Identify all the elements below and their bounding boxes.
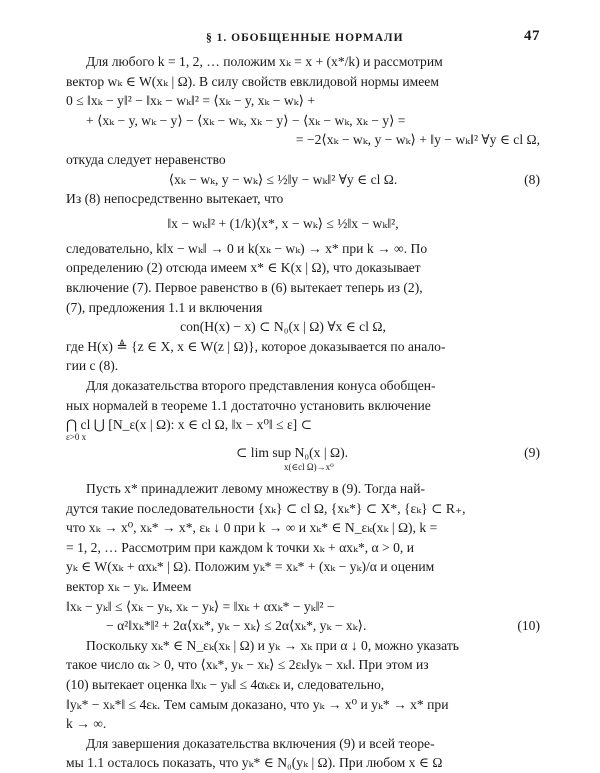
running-head: § 1. ОБОБЩЕННЫЕ НОРМАЛИ: [206, 32, 404, 44]
equation-10-b-formula: − α²‖xₖ*‖² + 2α⟨xₖ*, yₖ − xₖ⟩ ≤ 2α⟨xₖ*, yₖ − xₖ⟩.: [106, 618, 367, 634]
text-line: Для любого k = 1, 2, … положим xₖ = x + (x*/k) и рассмотрим: [86, 54, 443, 69]
text-line: (7), предложения 1.1 и включения: [66, 299, 263, 315]
text-line: Поскольку xₖ* ∈ N_εₖ(xₖ | Ω) и yₖ → xₖ при α ↓ 0, можно указать: [86, 637, 459, 653]
text-line: 0 ≤ ‖xₖ − y‖² − ‖xₖ − wₖ‖² = ⟨xₖ − y, xₖ − wₖ⟩ +: [66, 93, 316, 109]
equation-9-number: (9): [524, 445, 540, 461]
equation-9-right-formula: ⊂ lim sup N₀(x | Ω).: [236, 445, 349, 461]
text-line: включение (7). Первое равенство в (6) вытекает теперь из (2),: [66, 279, 423, 295]
equation-9-right: [66, 443, 540, 461]
equation-con-formula: con(H(x) − x) ⊂ N₀(x | Ω) ∀x ∈ cl Ω,: [180, 319, 386, 335]
equation-after-8-formula: ‖x − wₖ‖² + (1/k)⟨x*, x − wₖ⟩ ≤ ½‖x − wₖ‖²,: [167, 215, 399, 231]
equation-9-left-formula: ⋂ cl ⋃ [N_ε(x | Ω): x ∈ cl Ω, ‖x − x⁰‖ ≤ ε] ⊂: [66, 417, 312, 433]
equation-8: [66, 170, 540, 190]
text-line: дутся такие последовательности {xₖ} ⊂ cl Ω, {xₖ*} ⊂ X*, {εₖ} ⊂ R₊,: [66, 500, 466, 516]
page-header: [66, 26, 540, 52]
equation-8-formula: ⟨xₖ − wₖ, y − wₖ⟩ ≤ ½‖y − wₖ‖² ∀y ∈ cl Ω.: [168, 171, 398, 187]
equation-10-b: [66, 616, 540, 636]
text-line: что xₖ → x⁰, xₖ* → x*, εₖ ↓ 0 при k → ∞ и xₖ* ∈ N_εₖ(xₖ | Ω), k =: [66, 520, 438, 536]
text-line: такое число αₖ > 0, что ⟨xₖ*, yₖ − xₖ⟩ ≤ 2εₖ‖yₖ − xₖ‖. При этом из: [66, 657, 429, 673]
equation-after-8: [66, 209, 540, 239]
text-line: следовательно, k‖x − wₖ‖ → 0 и k(xₖ − wₖ) → x* при k → ∞. По: [66, 240, 428, 256]
text-line: мы 1.1 осталось показать, что yₖ* ∈ N₀(yₖ | Ω). При любом x ∈ Ω: [66, 755, 443, 771]
text-line: + ⟨xₖ − y, wₖ − y⟩ − ⟨xₖ − wₖ, xₖ − y⟩ − ⟨xₖ − wₖ, xₖ − y⟩ =: [86, 112, 406, 128]
text-line: гии с (8).: [66, 358, 119, 374]
text-line: yₖ ∈ W(xₖ + αxₖ* | Ω). Положим yₖ* = xₖ* + (xₖ − yₖ)/α и оценим: [66, 559, 435, 575]
equation-9-left: [66, 415, 540, 431]
page-number: 47: [524, 28, 540, 44]
equation-9-left-subscript: ε>0 x: [66, 432, 87, 443]
text-line: ‖yₖ* − xₖ*‖ ≤ 4εₖ. Тем самым доказано, что yₖ → x⁰ и yₖ* → x* при: [66, 696, 449, 712]
equation-10-a: [66, 597, 540, 617]
text-line: = −2⟨xₖ − wₖ, y − wₖ⟩ + ‖y − wₖ‖² ∀y ∈ cl Ω,: [295, 132, 540, 148]
text-line: = 1, 2, … Рассмотрим при каждом k точки xₖ + αxₖ*, α > 0, и: [66, 539, 414, 555]
text-line: (10) вытекает оценка ‖xₖ − yₖ‖ ≤ 4αₖεₖ и, следовательно,: [66, 677, 385, 693]
equation-10-number: (10): [517, 618, 540, 634]
text-line: Пусть x* принадлежит левому множеству в (9). Тогда най-: [86, 481, 425, 497]
equation-10-a-formula: ‖xₖ − yₖ‖ ≤ ⟨xₖ − yₖ, xₖ − yₖ⟩ = ‖xₖ + αxₖ* − yₖ‖² −: [66, 598, 335, 614]
text-line: откуда следует неравенство: [66, 151, 226, 167]
equation-8-number: (8): [524, 171, 540, 187]
text-line: Для завершения доказательства включения (9) и всей теоре-: [86, 735, 435, 751]
text-line: вектор xₖ − yₖ. Имеем: [66, 579, 192, 595]
text-line: определению (2) отсюда имеем x* ∈ K(x | Ω), что доказывает: [66, 260, 421, 276]
text-line: вектор wₖ ∈ W(xₖ | Ω). В силу свойств евклидовой нормы имеем: [66, 73, 439, 89]
equation-con: [66, 317, 540, 337]
text-line: Из (8) непосредственно вытекает, что: [66, 191, 284, 207]
text-line: k → ∞.: [66, 716, 107, 732]
text-line: Для доказательства второго представления конуса обобщен-: [86, 377, 436, 393]
page-body: [66, 52, 540, 773]
text-line: ных нормалей в теореме 1.1 достаточно установить включение: [66, 397, 431, 413]
text-line: где H(x) ≜ {z ∈ X, x ∈ W(z | Ω)}, которое доказывается по анало-: [66, 338, 446, 354]
equation-9-right-subscript: x(∈cl Ω)→x⁰: [284, 462, 334, 473]
